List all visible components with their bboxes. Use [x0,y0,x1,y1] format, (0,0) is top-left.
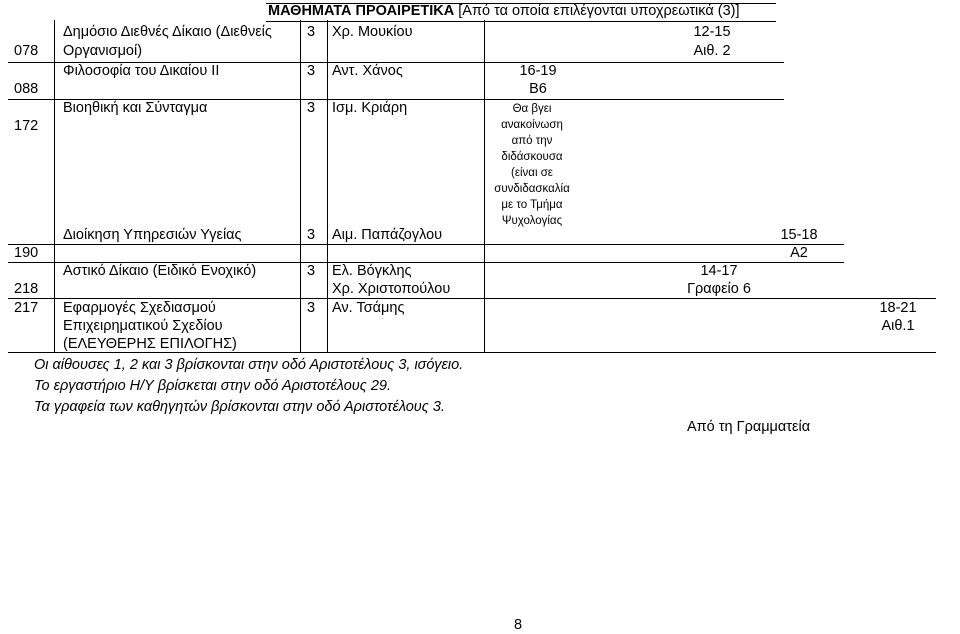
course-time: 15-18 [780,227,818,243]
course-name: (ΕΛΕΥΘΕΡΗΣ ΕΠΙΛΟΓΗΣ) [63,336,237,352]
course-room: Αιθ.1 [881,318,915,334]
course-name: Φιλοσοφία του Δικαίου ΙΙ [63,63,220,79]
course-time: 14-17 [700,263,738,279]
course-time: 16-19 [519,63,557,79]
course-time: 12-15 [693,24,731,40]
schedule-note: με το Τμήμα [501,199,563,211]
course-code: 218 [14,281,39,297]
course-ects: 3 [307,263,316,279]
schedule-note: από την [511,135,553,147]
schedule-note: ανακοίνωση [501,119,563,131]
footnote: Οι αίθουσες 1, 2 και 3 βρίσκονται στην οδό Αριστοτέλους 3, ισόγειο. [34,357,464,373]
course-name: Εφαρμογές Σχεδιασμού [63,300,216,316]
column-divider [327,20,328,352]
course-code: 172 [14,118,39,134]
course-ects: 3 [307,300,316,316]
course-teacher: Αντ. Χάνος [332,63,403,79]
footnote: Τα γραφεία των καθηγητών βρίσκονται στην οδό Αριστοτέλους 3. [34,399,445,415]
course-name: Δημόσιο Διεθνές Δίκαιο (Διεθνείς [63,24,272,40]
course-name: Διοίκηση Υπηρεσιών Υγείας [63,227,242,243]
schedule-note: Θα βγει [512,103,552,115]
section-subtitle: [Από τα οποία επιλέγονται υποχρεωτικά (3)] [458,3,740,19]
schedule-note: (είναι σε [511,167,553,179]
course-room: Α2 [790,245,808,261]
course-time: 18-21 [879,300,917,316]
section-title: ΜΑΘΗΜΑΤΑ ΠΡΟΑΙΡΕΤΙΚΑ [268,3,455,19]
course-teacher: Χρ. Μουκίου [332,24,413,40]
column-divider [54,20,55,352]
footnote: Το εργαστήριο Η/Υ βρίσκεται στην οδό Αριστοτέλους 29. [34,378,391,394]
course-name: Οργανισμοί) [63,43,143,59]
course-teacher: Χρ. Χριστοπούλου [332,281,451,297]
course-teacher: Αιμ. Παπάζογλου [332,227,443,243]
course-teacher: Ελ. Βόγκλης [332,263,412,279]
course-room: Γραφείο 6 [687,281,751,297]
course-room: Αιθ. 2 [693,43,731,59]
course-ects: 3 [307,24,316,40]
section-header [268,3,740,19]
course-code: 190 [14,245,39,261]
schedule-note: διδάσκουσα [501,151,563,163]
course-code: 217 [14,300,39,316]
schedule-note: συνδιδασκαλία [494,183,570,195]
course-code: 078 [14,43,39,59]
course-code: 088 [14,81,39,97]
signature: Από τη Γραμματεία [687,419,811,435]
course-name: Επιχειρηματικού Σχεδίου [63,318,223,334]
course-ects: 3 [307,100,316,116]
course-name: Βιοηθική και Σύνταγμα [63,100,208,116]
course-teacher: Αν. Τσάμης [332,300,405,316]
page-number: 8 [514,617,523,633]
schedule-note: Ψυχολογίας [501,215,563,227]
row-divider [8,244,844,245]
course-teacher: Ισμ. Κριάρη [332,100,408,116]
column-divider [300,20,301,352]
course-room: Β6 [529,81,547,97]
course-ects: 3 [307,63,316,79]
course-ects: 3 [307,227,316,243]
course-name: Αστικό Δίκαιο (Ειδικό Ενοχικό) [63,263,257,279]
